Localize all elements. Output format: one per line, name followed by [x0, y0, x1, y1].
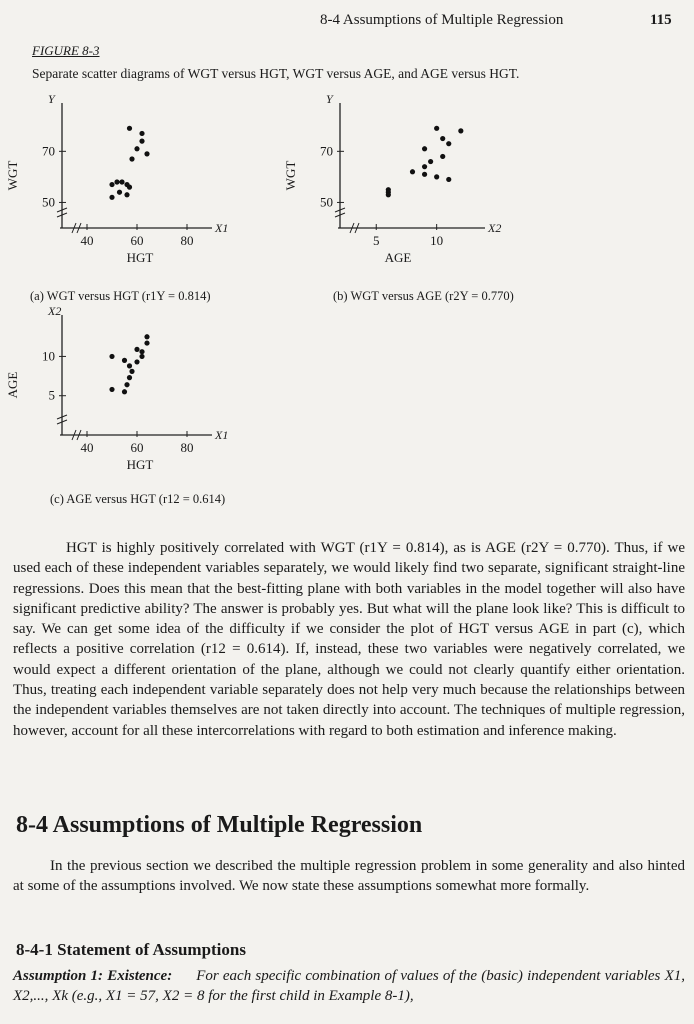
y-axis-symbol: Y: [326, 92, 333, 106]
subsection-heading: 8-4-1 Statement of Assumptions: [16, 940, 246, 959]
scatter-point: [134, 347, 139, 352]
scatter-point: [434, 174, 439, 179]
x-tick-label: 80: [180, 233, 194, 248]
scatter-point: [122, 358, 127, 363]
scatter-point: [109, 182, 114, 187]
y-tick-label: 50: [320, 194, 333, 210]
scatter-point: [386, 192, 391, 197]
x-tick-label: 40: [80, 233, 94, 248]
x-tick-label: 80: [180, 440, 194, 455]
scatter-point: [134, 146, 139, 151]
panel-caption: (c) AGE versus HGT (r12 = 0.614): [50, 492, 226, 506]
scatter-point: [428, 159, 433, 164]
y-tick-label: 70: [42, 143, 55, 159]
scatter-point: [124, 382, 129, 387]
scatter-point: [434, 126, 439, 131]
body-paragraph-2: In the previous section we described the multiple regression problem in some generality and also hinted at some of the assumptions involved. We now state these assumptions somewhat more formally.: [13, 858, 685, 895]
scatter-point: [422, 146, 427, 151]
x-tick-label: 5: [373, 233, 380, 248]
y-axis-symbol: Y: [48, 92, 55, 106]
x-axis-label: HGT: [126, 457, 154, 472]
scatter-point: [129, 156, 134, 161]
scatter-figures: [0, 92, 694, 510]
y-tick-label: 70: [320, 143, 333, 159]
page-number: 115: [650, 12, 672, 28]
scatter-point: [122, 389, 127, 394]
scatter-point: [127, 126, 132, 131]
scatter-point: [144, 340, 149, 345]
y-tick-label: 10: [42, 348, 55, 364]
scatter-point: [139, 349, 144, 354]
scatter-point: [422, 164, 427, 169]
scatter-point: [134, 359, 139, 364]
scatter-point: [410, 169, 415, 174]
figure-label: FIGURE 8-3: [32, 43, 100, 58]
scatter-point: [139, 354, 144, 359]
scatter-point: [440, 154, 445, 159]
scatter-point: [139, 131, 144, 136]
scatter-point: [127, 363, 132, 368]
section-heading: 8-4 Assumptions of Multiple Regression: [16, 812, 423, 838]
figure-caption: Separate scatter diagrams of WGT versus HGT, WGT versus AGE, and AGE versus HGT.: [32, 66, 520, 81]
x-tick-label: 10: [430, 233, 444, 248]
scatter-panel-c: [5, 304, 228, 506]
x-axis-label: HGT: [126, 250, 154, 265]
scatter-point: [127, 185, 132, 190]
y-tick-label: 50: [42, 194, 55, 210]
scatter-point: [109, 195, 114, 200]
x-axis-symbol: X1: [215, 221, 229, 235]
panel-caption: (a) WGT versus HGT (r1Y = 0.814): [30, 289, 211, 303]
y-axis-label: AGE: [5, 371, 20, 399]
scatter-point: [109, 354, 114, 359]
scatter-point: [144, 334, 149, 339]
panel-caption: (b) WGT versus AGE (r2Y = 0.770): [333, 289, 514, 303]
y-tick-label: 5: [48, 387, 55, 403]
running-head-section: 8-4 Assumptions of Multiple Regression: [320, 12, 564, 28]
scatter-point: [129, 369, 134, 374]
scatter-point: [446, 177, 451, 182]
scatter-point: [119, 179, 124, 184]
y-axis-label: WGT: [5, 160, 20, 191]
x-tick-label: 60: [130, 440, 144, 455]
y-axis-label: WGT: [283, 160, 298, 191]
x-tick-label: 40: [80, 440, 94, 455]
assumption-1-label: Assumption 1: Existence:: [13, 968, 173, 984]
scatter-point: [144, 151, 149, 156]
scatter-point: [440, 136, 445, 141]
assumption-1: [13, 966, 685, 1006]
scatter-panel-b: [283, 92, 514, 303]
assumption-1-text: For each specific combination of values of the (basic) independent variables X1, X2,..., Xk (e.g., X1 = 57, X2 = 8 for the first child in Example 8-1),: [13, 968, 685, 1004]
scatter-point: [446, 141, 451, 146]
x-axis-symbol: X1: [215, 428, 229, 442]
running-head: [0, 12, 694, 34]
x-axis-label: AGE: [384, 250, 412, 265]
scatter-point: [139, 139, 144, 144]
scatter-point: [422, 172, 427, 177]
scatter-point: [124, 192, 129, 197]
scatter-point: [109, 387, 114, 392]
scatter-point: [117, 190, 122, 195]
y-axis-symbol: X2: [48, 304, 62, 318]
scatter-point: [127, 375, 132, 380]
scatter-point: [458, 128, 463, 133]
x-axis-symbol: X2: [488, 221, 502, 235]
x-tick-label: 60: [130, 233, 144, 248]
body-paragraph-1: HGT is highly positively correlated with WGT (r1Y = 0.814), as is AGE (r2Y = 0.770). Thus, if we used each of these independent variables separately, we would likely find two separate, significant straight-line regressions. Does this mean that the best-fitting plane with both variables in the model together will also have significant predictive ability? The answer is probably yes. But what will the plane look like? This is difficult to say. We can get some idea of the difficulty if we consider the plot of HGT versus AGE in part (c), which reflects a positive correlation (r12 = 0.614). If, instead, these two variables were negatively correlated, we would expect a different orientation of the plane, although we could not clearly quantify either orientation. Thus, treating each independent variable separately does not help very much because the relationships between the independent variables themselves are not taken directly into account. The techniques of multiple regression, however, account for all these intercorrelations with regard to both estimation and inference making.: [13, 540, 685, 739]
scatter-panel-a: [5, 92, 228, 303]
scatter-point: [114, 179, 119, 184]
